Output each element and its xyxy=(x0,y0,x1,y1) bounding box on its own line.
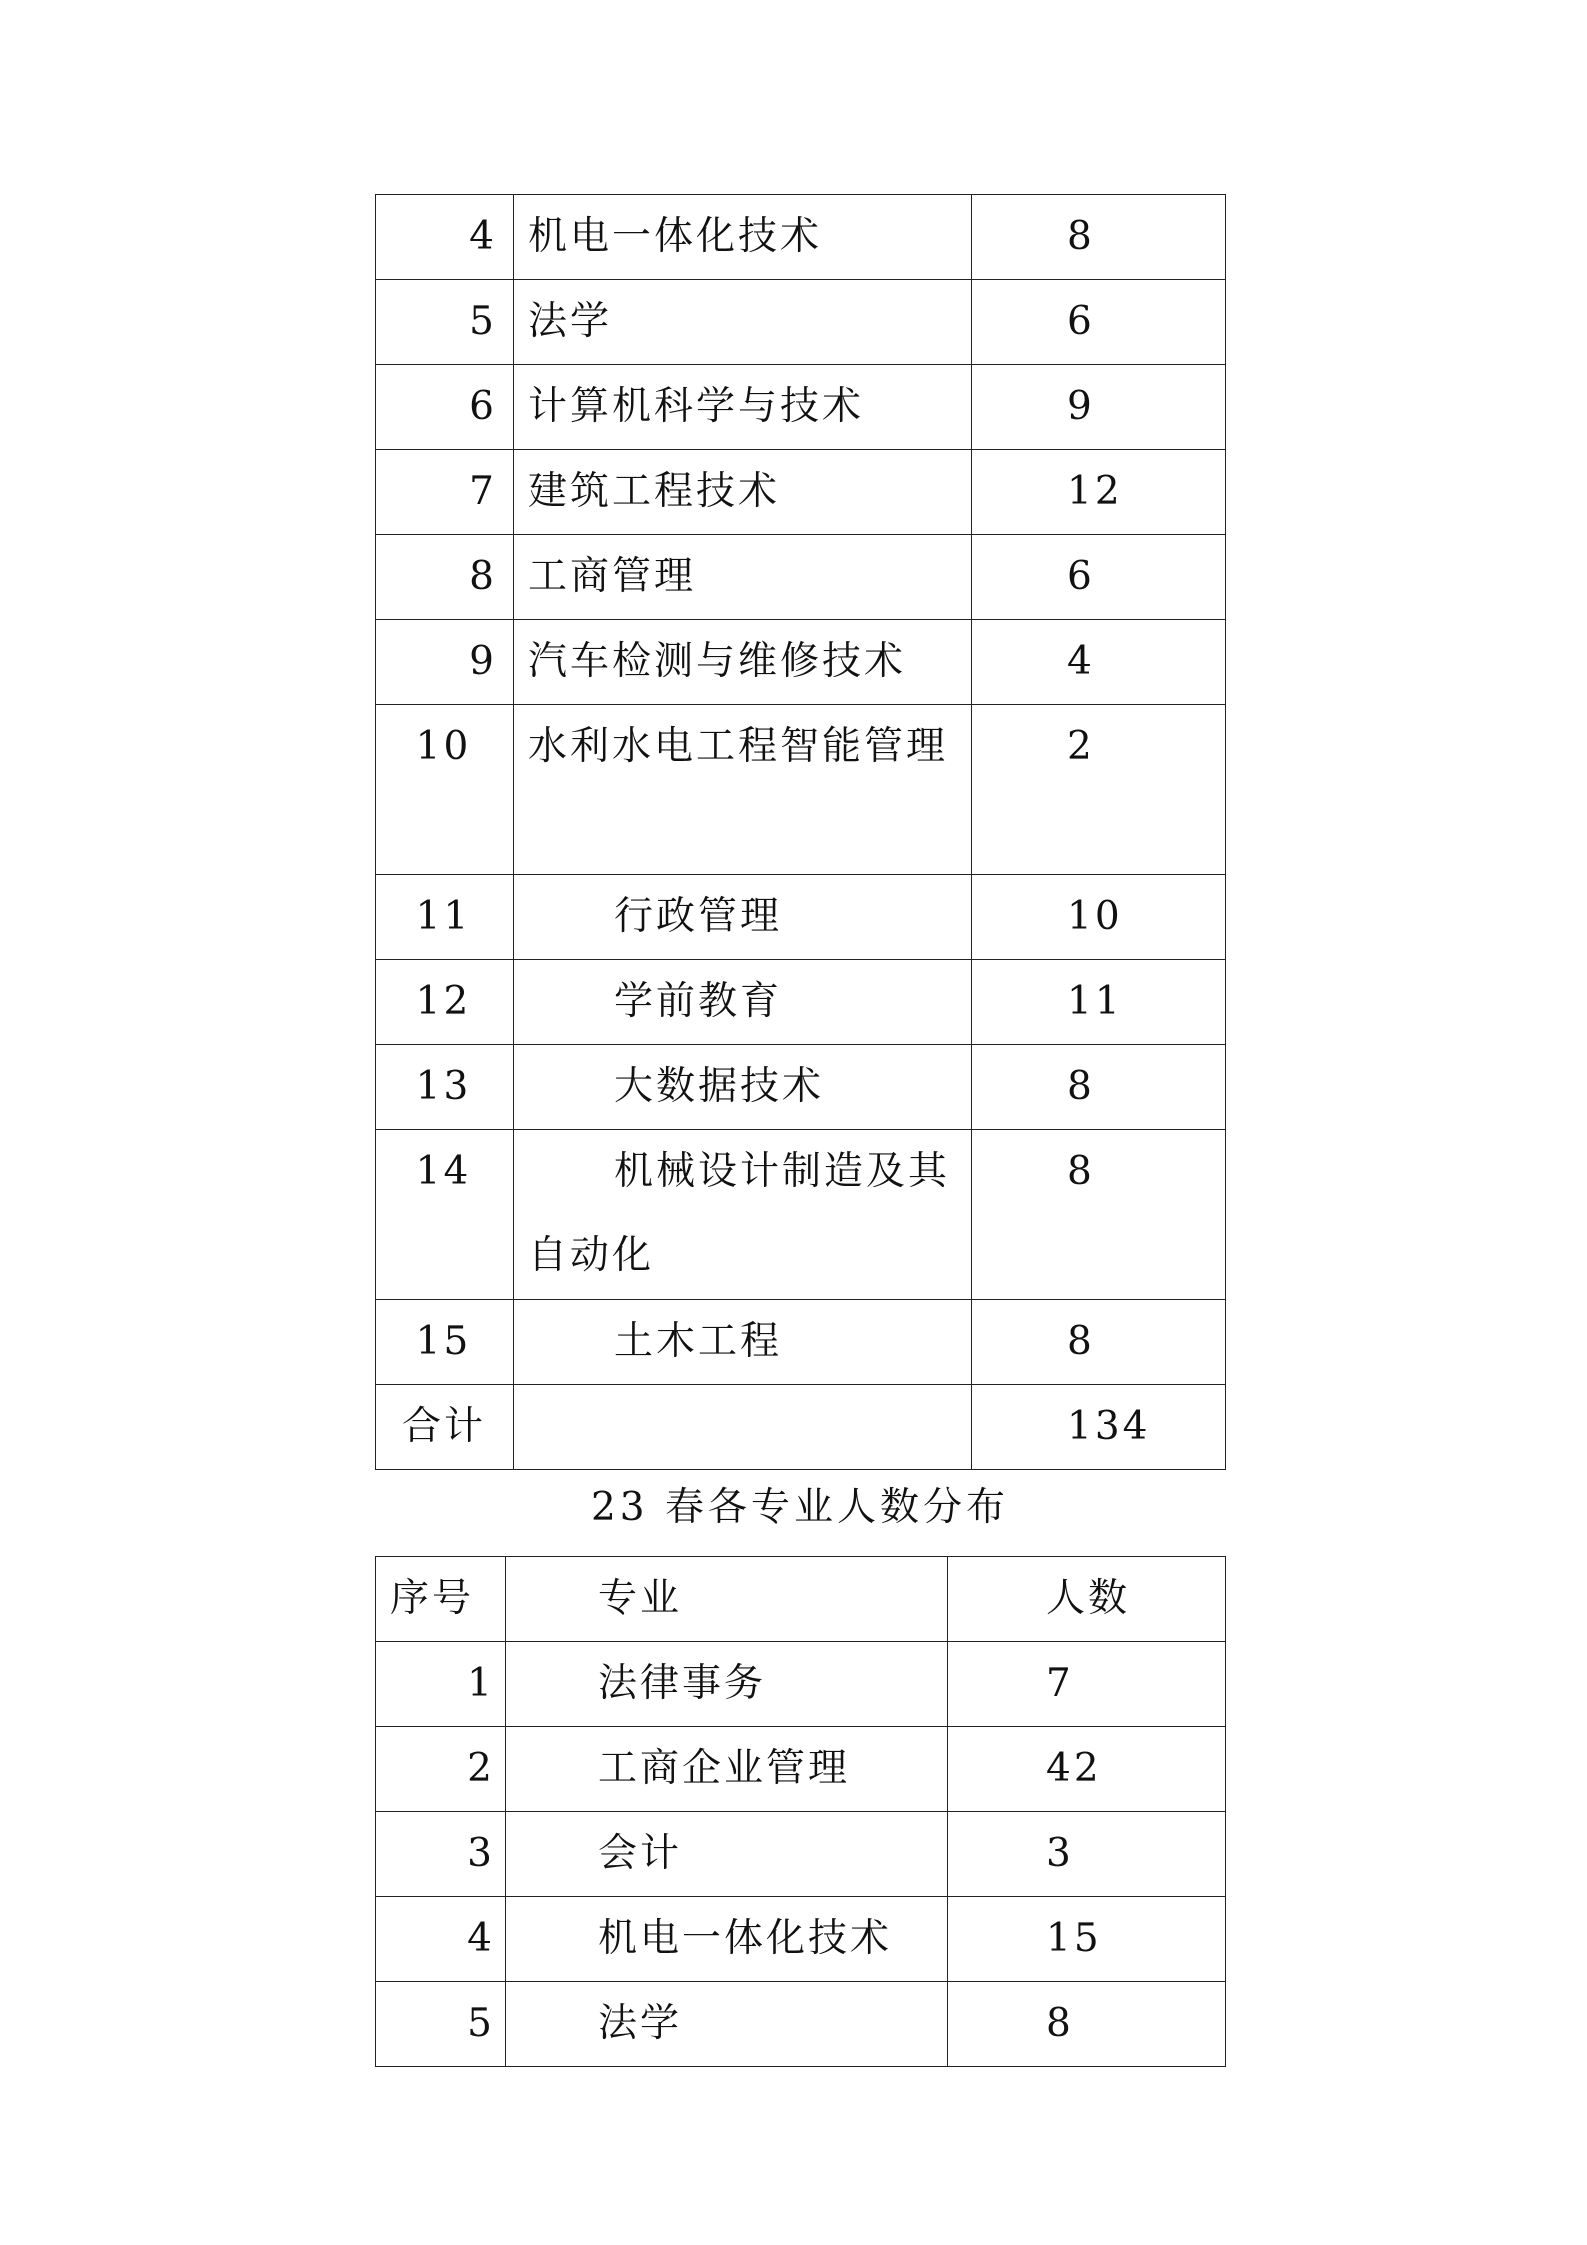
table-row xyxy=(376,705,1226,875)
seq-cell: 5 xyxy=(376,1982,506,2067)
major-cell: 行政管理 xyxy=(514,875,972,960)
seq-cell: 3 xyxy=(376,1812,506,1897)
major-count-table-continued xyxy=(375,194,1226,1470)
total-row xyxy=(376,1385,1226,1470)
count-cell: 9 xyxy=(972,365,1226,450)
table-row xyxy=(376,365,1226,450)
table-row xyxy=(376,1130,1226,1300)
major-cell: 法学 xyxy=(514,280,972,365)
header-row xyxy=(376,1557,1226,1642)
count-cell: 8 xyxy=(972,1130,1226,1300)
major-cell: 学前教育 xyxy=(514,960,972,1045)
major-cell: 工商管理 xyxy=(514,535,972,620)
table-row xyxy=(376,1897,1226,1982)
count-cell: 3 xyxy=(948,1812,1226,1897)
count-cell: 12 xyxy=(972,450,1226,535)
major-count-table-23-spring xyxy=(375,1556,1226,2067)
table-row xyxy=(376,960,1226,1045)
table-caption: 23 春各专业人数分布 xyxy=(590,1485,1010,1530)
table-row xyxy=(376,1812,1226,1897)
major-cell: 机电一体化技术 xyxy=(514,195,972,280)
seq-cell: 1 xyxy=(376,1642,506,1727)
table-row xyxy=(376,195,1226,280)
seq-cell: 11 xyxy=(376,875,514,960)
count-cell: 11 xyxy=(972,960,1226,1045)
table-row xyxy=(376,1727,1226,1812)
seq-cell: 9 xyxy=(376,620,514,705)
seq-cell: 12 xyxy=(376,960,514,1045)
count-cell: 8 xyxy=(972,195,1226,280)
major-cell: 土木工程 xyxy=(514,1300,972,1385)
total-count-cell: 134 xyxy=(972,1385,1226,1470)
count-cell: 8 xyxy=(948,1982,1226,2067)
table-row xyxy=(376,1642,1226,1727)
major-cell: 法律事务 xyxy=(506,1642,948,1727)
count-cell: 42 xyxy=(948,1727,1226,1812)
seq-cell: 14 xyxy=(376,1130,514,1300)
table-row xyxy=(376,535,1226,620)
seq-cell: 2 xyxy=(376,1727,506,1812)
table-row xyxy=(376,875,1226,960)
seq-cell: 8 xyxy=(376,535,514,620)
table-row xyxy=(376,1982,1226,2067)
header-seq: 序号 xyxy=(376,1557,506,1642)
table-row xyxy=(376,280,1226,365)
seq-cell: 6 xyxy=(376,365,514,450)
seq-cell: 5 xyxy=(376,280,514,365)
table-row xyxy=(376,1045,1226,1130)
total-label-cell: 合计 xyxy=(376,1385,514,1470)
major-cell: 机械设计制造及其自动化 xyxy=(514,1130,972,1300)
major-cell: 会计 xyxy=(506,1812,948,1897)
header-major: 专业 xyxy=(506,1557,948,1642)
table-row xyxy=(376,1300,1226,1385)
seq-cell: 15 xyxy=(376,1300,514,1385)
major-cell: 大数据技术 xyxy=(514,1045,972,1130)
seq-cell: 4 xyxy=(376,195,514,280)
seq-cell: 10 xyxy=(376,705,514,875)
table-row xyxy=(376,450,1226,535)
table-row xyxy=(376,620,1226,705)
seq-cell: 4 xyxy=(376,1897,506,1982)
count-cell: 8 xyxy=(972,1045,1226,1130)
total-major-cell xyxy=(514,1385,972,1470)
count-cell: 6 xyxy=(972,280,1226,365)
major-cell: 工商企业管理 xyxy=(506,1727,948,1812)
count-cell: 8 xyxy=(972,1300,1226,1385)
seq-cell: 13 xyxy=(376,1045,514,1130)
count-cell: 2 xyxy=(972,705,1226,875)
major-cell: 机电一体化技术 xyxy=(506,1897,948,1982)
count-cell: 10 xyxy=(972,875,1226,960)
seq-cell: 7 xyxy=(376,450,514,535)
count-cell: 6 xyxy=(972,535,1226,620)
major-cell: 计算机科学与技术 xyxy=(514,365,972,450)
major-cell: 建筑工程技术 xyxy=(514,450,972,535)
count-cell: 15 xyxy=(948,1897,1226,1982)
major-cell: 水利水电工程智能管理 xyxy=(514,705,972,875)
major-cell: 汽车检测与维修技术 xyxy=(514,620,972,705)
count-cell: 4 xyxy=(972,620,1226,705)
major-cell: 法学 xyxy=(506,1982,948,2067)
count-cell: 7 xyxy=(948,1642,1226,1727)
header-count: 人数 xyxy=(948,1557,1226,1642)
